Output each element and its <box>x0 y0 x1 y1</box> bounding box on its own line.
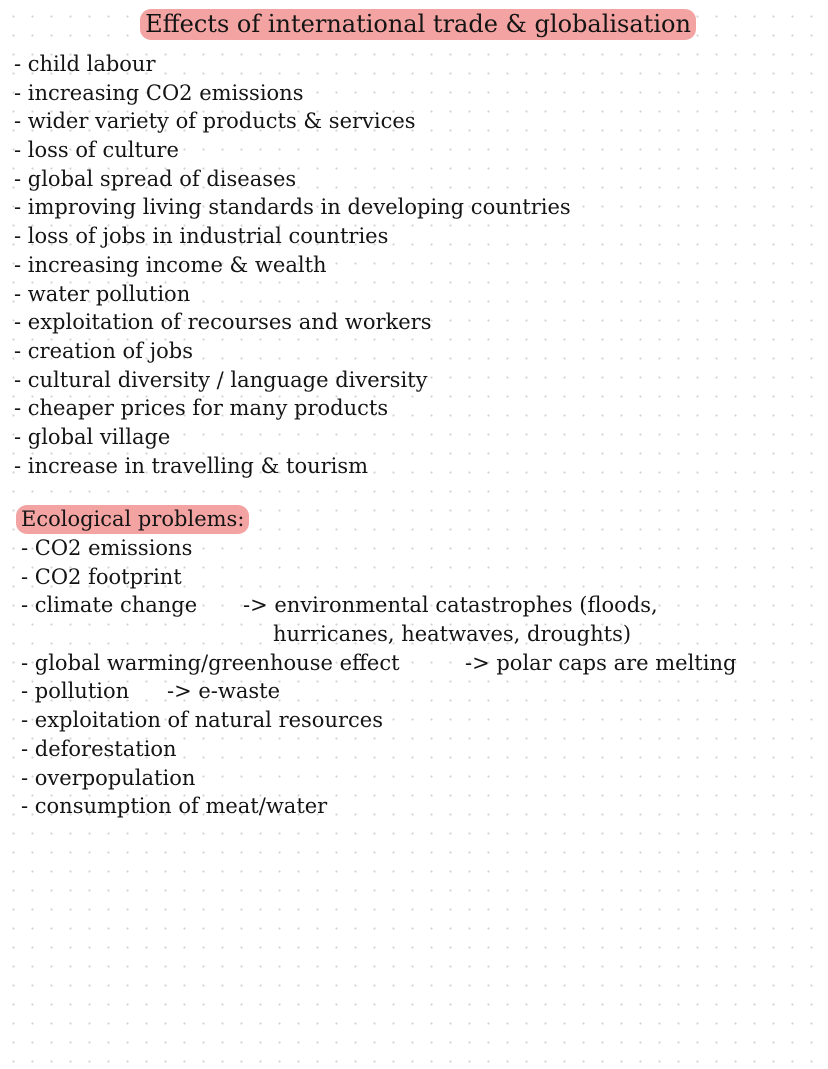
page-title: Effects of international trade & globalisation <box>140 9 696 40</box>
item-text: - global warming/greenhouse effect <box>21 650 400 675</box>
list-item: - global spread of diseases <box>14 166 297 191</box>
item-note-continued: hurricanes, heatwaves, droughts) <box>273 622 632 647</box>
item-text: - deforestation <box>21 736 177 761</box>
list-item <box>21 792 400 821</box>
item-text: - pollution <box>21 679 130 704</box>
list-item: - cheaper prices for many products <box>14 396 389 421</box>
list-item <box>21 649 737 678</box>
list-item: - wider variety of products & services <box>14 109 416 134</box>
list-item <box>21 620 400 649</box>
item-text: - CO2 emissions <box>21 536 193 560</box>
item-note: -> environmental catastrophes (floods, <box>243 593 658 618</box>
list-item: - cultural diversity / language diversity <box>14 367 428 392</box>
list-item: - creation of jobs <box>14 338 193 363</box>
list-item: - increasing CO2 emissions <box>14 80 304 105</box>
list-item <box>21 563 400 592</box>
item-note: -> polar caps are melting <box>465 650 737 675</box>
item-text: - exploitation of natural resources <box>21 708 383 733</box>
list-item <box>21 735 400 764</box>
list-item: - increasing income & wealth <box>14 252 327 277</box>
list-item: - increase in travelling & tourism <box>14 453 369 478</box>
item-text: - overpopulation <box>21 765 196 790</box>
ecological-list <box>21 534 737 821</box>
list-item: - child labour <box>14 52 156 76</box>
item-note: -> e-waste <box>167 679 281 704</box>
item-text: - consumption of meat/water <box>21 794 328 819</box>
list-item <box>21 764 400 793</box>
item-text: - CO2 footprint <box>21 564 182 589</box>
ecological-heading: Ecological problems: <box>16 505 249 534</box>
list-item: - water pollution <box>14 281 191 306</box>
list-item: - global village <box>14 424 171 449</box>
effects-list <box>14 50 571 480</box>
list-item <box>21 706 400 735</box>
list-item: - loss of jobs in industrial countries <box>14 224 389 249</box>
list-item <box>21 677 400 706</box>
item-text: - climate change <box>21 593 198 618</box>
list-item: - loss of culture <box>14 138 179 163</box>
list-item <box>21 534 400 563</box>
list-item: - improving living standards in developing countries <box>14 195 571 220</box>
list-item <box>21 591 658 647</box>
list-item: - exploitation of recourses and workers <box>14 310 432 335</box>
